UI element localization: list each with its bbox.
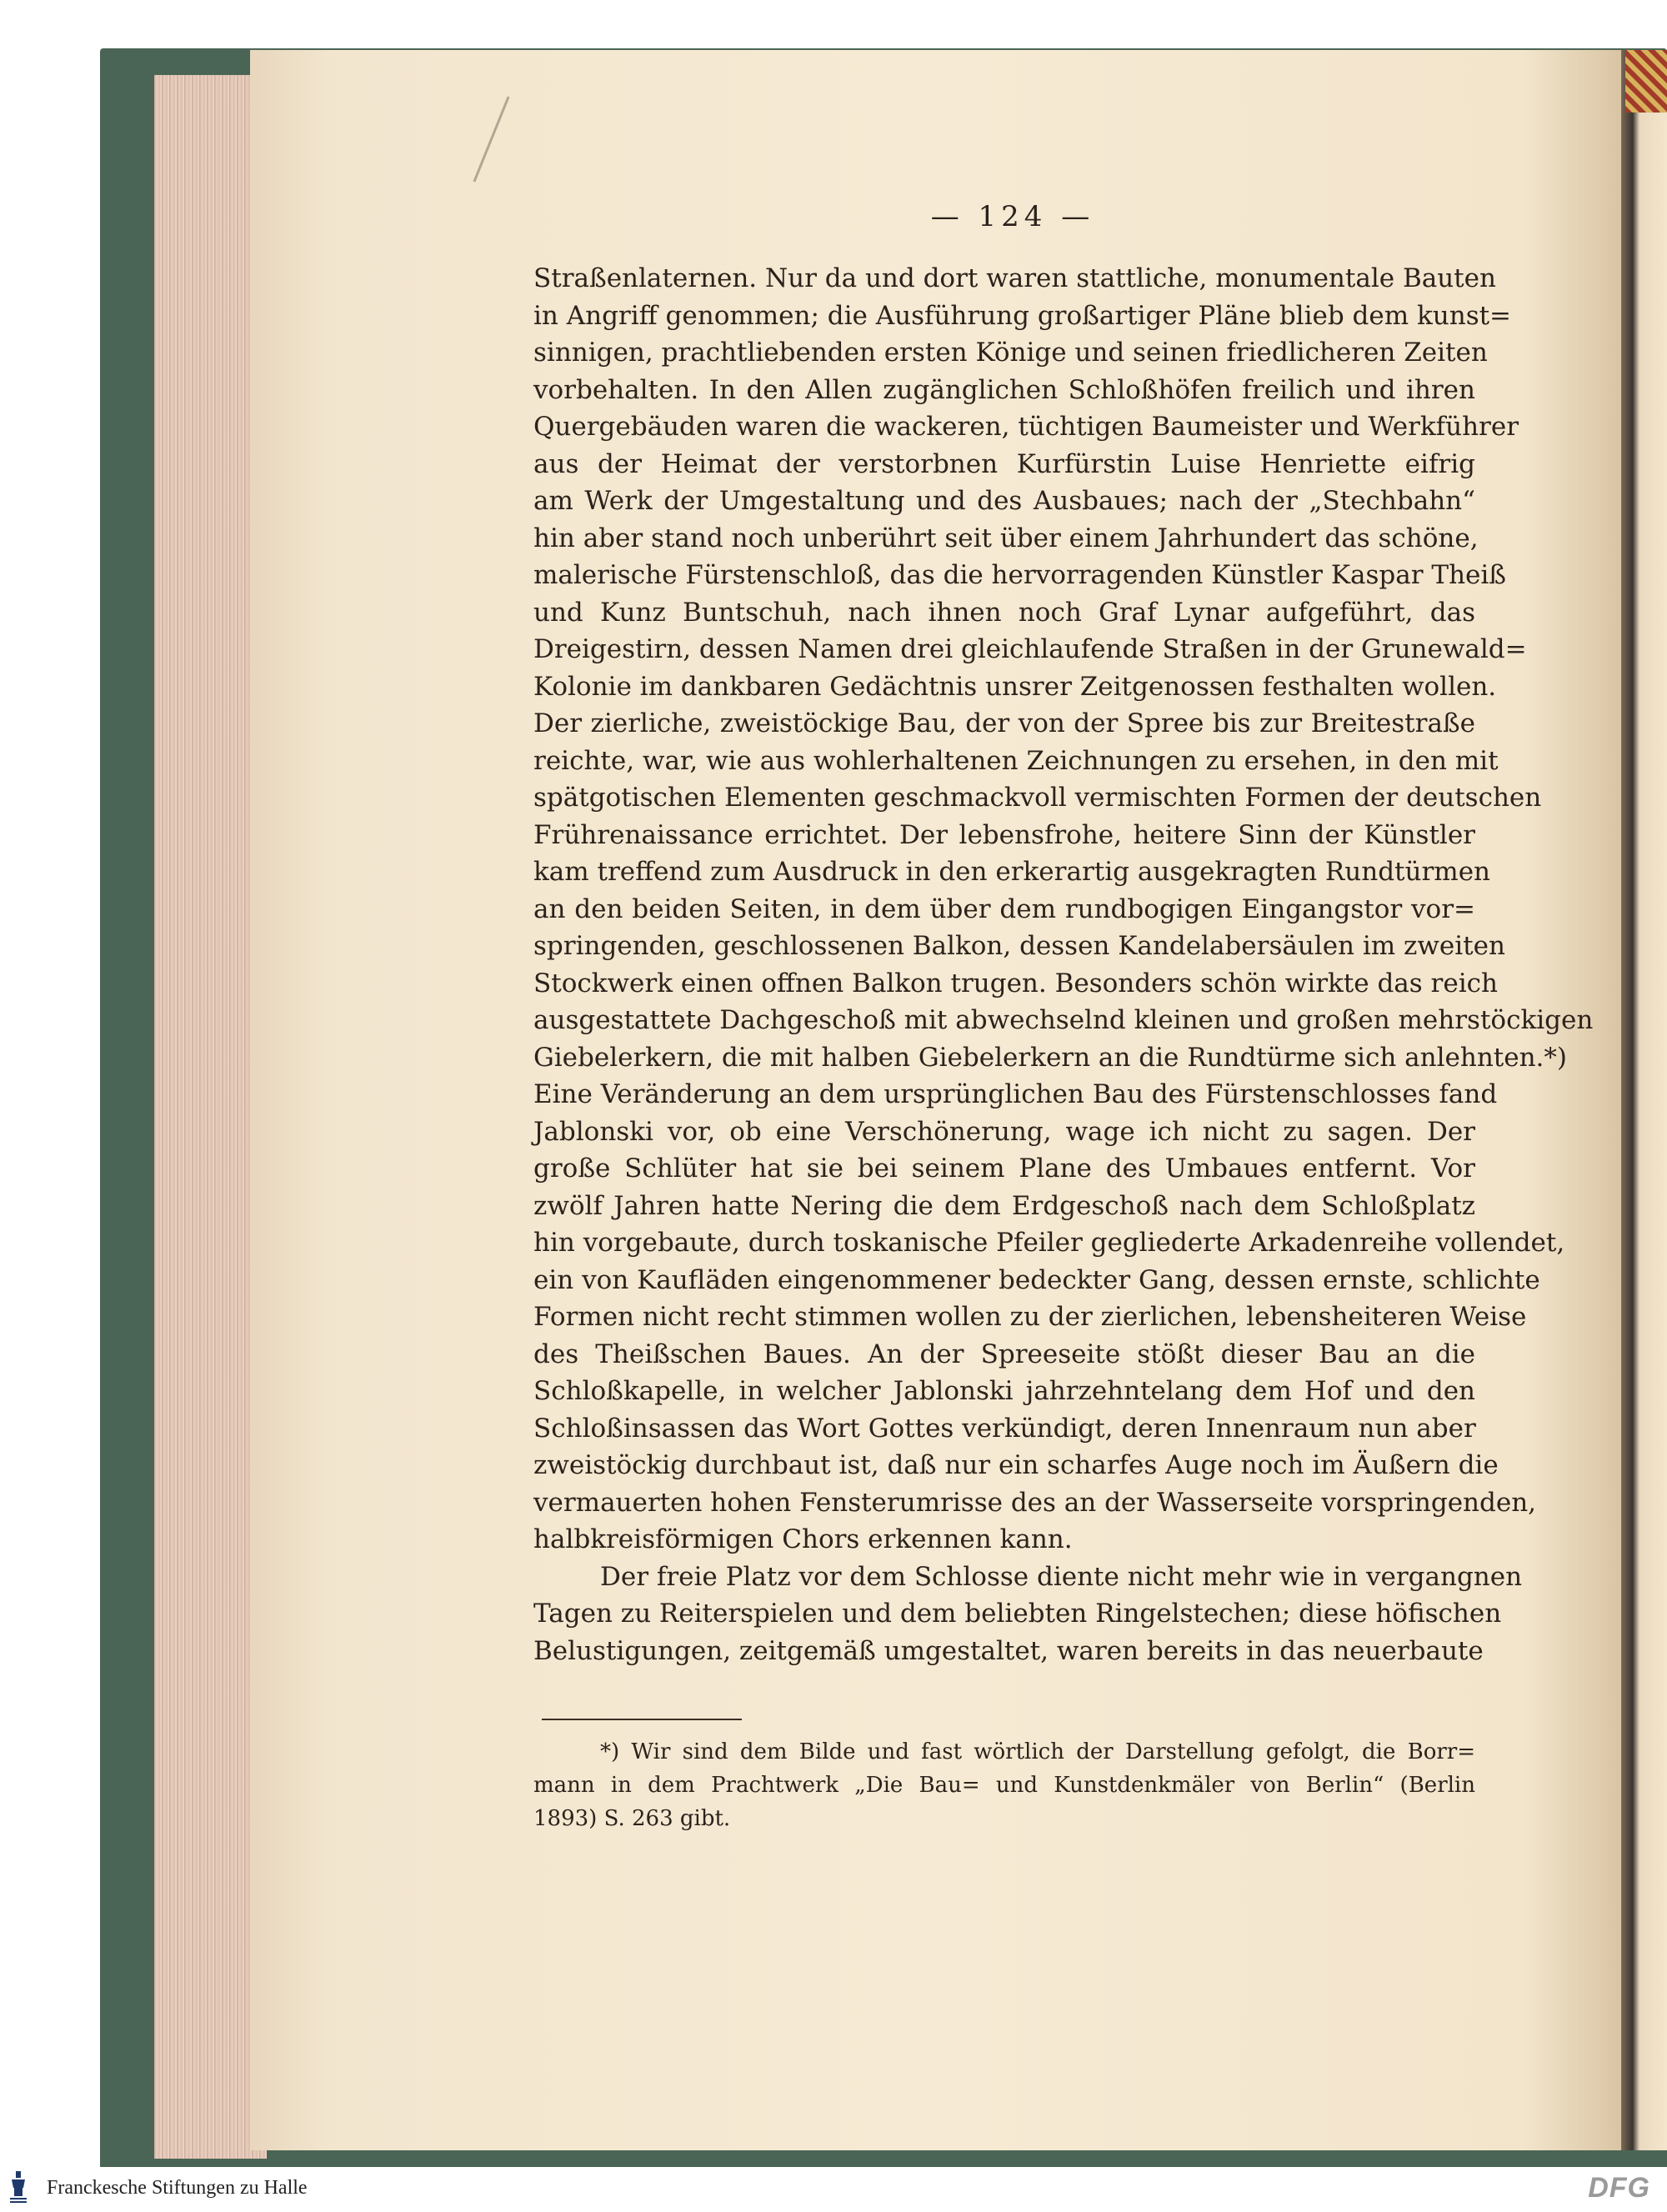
text-line: kam treffend zum Ausdruck in den erkerartig ausgekragten Rundtürmen: [533, 857, 1490, 887]
page-gutter: [1621, 50, 1667, 2150]
text-line: Belustigungen, zeitgemäß umgestaltet, waren bereits in das neuerbaute: [533, 1635, 1484, 1666]
text-line: malerische Fürstenschloß, das die hervorragenden Künstler Kaspar Theiß: [533, 560, 1507, 590]
text-line: Schloßkapelle, in welcher Jablonski jahrzehntelang dem Hof und den: [533, 1376, 1475, 1406]
text-line: des Theißschen Baues. An der Spreeseite stößt dieser Bau an die: [533, 1339, 1475, 1369]
text-line: spätgotischen Elementen geschmackvoll vermischten Formen der deutschen: [533, 783, 1542, 813]
footnote-line: 1893) S. 263 gibt.: [533, 1806, 731, 1831]
text-line: Schloßinsassen das Wort Gottes verkündigt, deren Innenraum nun aber: [533, 1413, 1476, 1444]
text-line: vermauerten hohen Fensterumrisse des an der Wasserseite vorspringenden,: [533, 1487, 1537, 1518]
text-line: zweistöckig durchbaut ist, daß nur ein scharfes Auge noch im Äußern die: [533, 1450, 1499, 1480]
text-line: Giebelerkern, die mit halben Giebelerkern an die Rundtürme sich anlehnten.*): [533, 1042, 1567, 1073]
text-line: Formen nicht recht stimmen wollen zu der zierlichen, lebensheiteren Weise: [533, 1302, 1527, 1332]
text-line: ausgestattete Dachgeschoß mit abwechselnd kleinen und großen mehrstöckigen: [533, 1005, 1594, 1035]
footnote-line: *) Wir sind dem Bilde und fast wörtlich der Darstellung gefolgt, die Borr=: [600, 1739, 1475, 1764]
text-line: hin vorgebaute, durch toskanische Pfeiler gegliederte Arkadenreihe vollendet,: [533, 1228, 1565, 1258]
text-line: Tagen zu Reiterspielen und dem beliebten Ringelstechen; diese höfischen: [533, 1599, 1502, 1629]
text-line: und Kunz Buntschuh, nach ihnen noch Graf Lynar aufgeführt, das: [533, 597, 1475, 628]
text-line: aus der Heimat der verstorbnen Kurfürstin Luise Henriette eifrig: [533, 448, 1475, 479]
page-number: — 124 —: [930, 200, 1095, 233]
headband: [1625, 50, 1667, 113]
text-line: sinnigen, prachtliebenden ersten Könige und seinen friedlicheren Zeiten: [533, 338, 1488, 368]
footnote-line: mann in dem Prachtwerk „Die Bau= und Kunstdenkmäler von Berlin“ (Berlin: [533, 1773, 1475, 1798]
text-line: Frührenaissance errichtet. Der lebensfrohe, heitere Sinn der Künstler: [533, 819, 1475, 850]
text-line: halbkreisförmigen Chors erkennen kann.: [533, 1524, 1073, 1554]
text-line: hin aber stand noch unberührt seit über einem Jahrhundert das schöne,: [533, 523, 1479, 553]
body-text: [533, 260, 1594, 1669]
footnote-rule: [542, 1719, 742, 1720]
text-line: in Angriff genommen; die Ausführung großartiger Pläne blieb dem kunst=: [533, 300, 1512, 331]
text-line: große Schlüter hat sie bei seinem Plane des Umbaues entfernt. Vor: [533, 1154, 1475, 1184]
text-line: Dreigestirn, dessen Namen drei gleichlaufende Straßen in der Grunewald=: [533, 634, 1527, 664]
text-line: springenden, geschlossenen Balkon, dessen Kandelabersäulen im zweiten: [533, 931, 1505, 961]
text-line: am Werk der Umgestaltung und des Ausbaues; nach der „Stechbahn“: [533, 486, 1475, 516]
institution-logo-icon: [8, 2169, 28, 2206]
footnote: [533, 1735, 1475, 1835]
text-line: an den beiden Seiten, in dem über dem rundbogigen Eingangstor vor=: [533, 893, 1475, 924]
text-line: Straßenlaternen. Nur da und dort waren stattliche, monumentale Bauten: [533, 263, 1496, 293]
text-line: Quergebäuden waren die wackeren, tüchtigen Baumeister und Werkführer: [533, 412, 1519, 442]
text-line: Jablonski vor, ob eine Verschönerung, wage ich nicht zu sagen. Der: [533, 1116, 1475, 1147]
text-line: ein von Kaufläden eingenommener bedeckter Gang, dessen ernste, schlichte: [533, 1264, 1540, 1295]
text-line: Der zierliche, zweistöckige Bau, der von der Spree bis zur Breitestraße: [533, 708, 1475, 738]
text-line: Kolonie im dankbaren Gedächtnis unsrer Zeitgenossen festhalten wollen.: [533, 671, 1497, 702]
text-line: Der freie Platz vor dem Schlosse diente nicht mehr wie in vergangnen: [600, 1561, 1523, 1592]
text-line: vorbehalten. In den Allen zugänglichen Schloßhöfen freilich und ihren: [533, 374, 1475, 405]
text-line: zwölf Jahren hatte Nering die dem Erdgeschoß nach dem Schloßplatz: [533, 1190, 1475, 1221]
text-line: reichte, war, wie aus wohlerhaltenen Zeichnungen zu ersehen, in den mit: [533, 745, 1499, 776]
text-line: Eine Veränderung an dem ursprünglichen Bau des Fürstenschlosses fand: [533, 1079, 1498, 1109]
institution-name: Franckesche Stiftungen zu Halle: [47, 2177, 308, 2199]
dfg-logo: DFG: [1588, 2172, 1650, 2204]
text-line: Stockwerk einen offnen Balkon trugen. Besonders schön wirkte das reich: [533, 968, 1498, 998]
